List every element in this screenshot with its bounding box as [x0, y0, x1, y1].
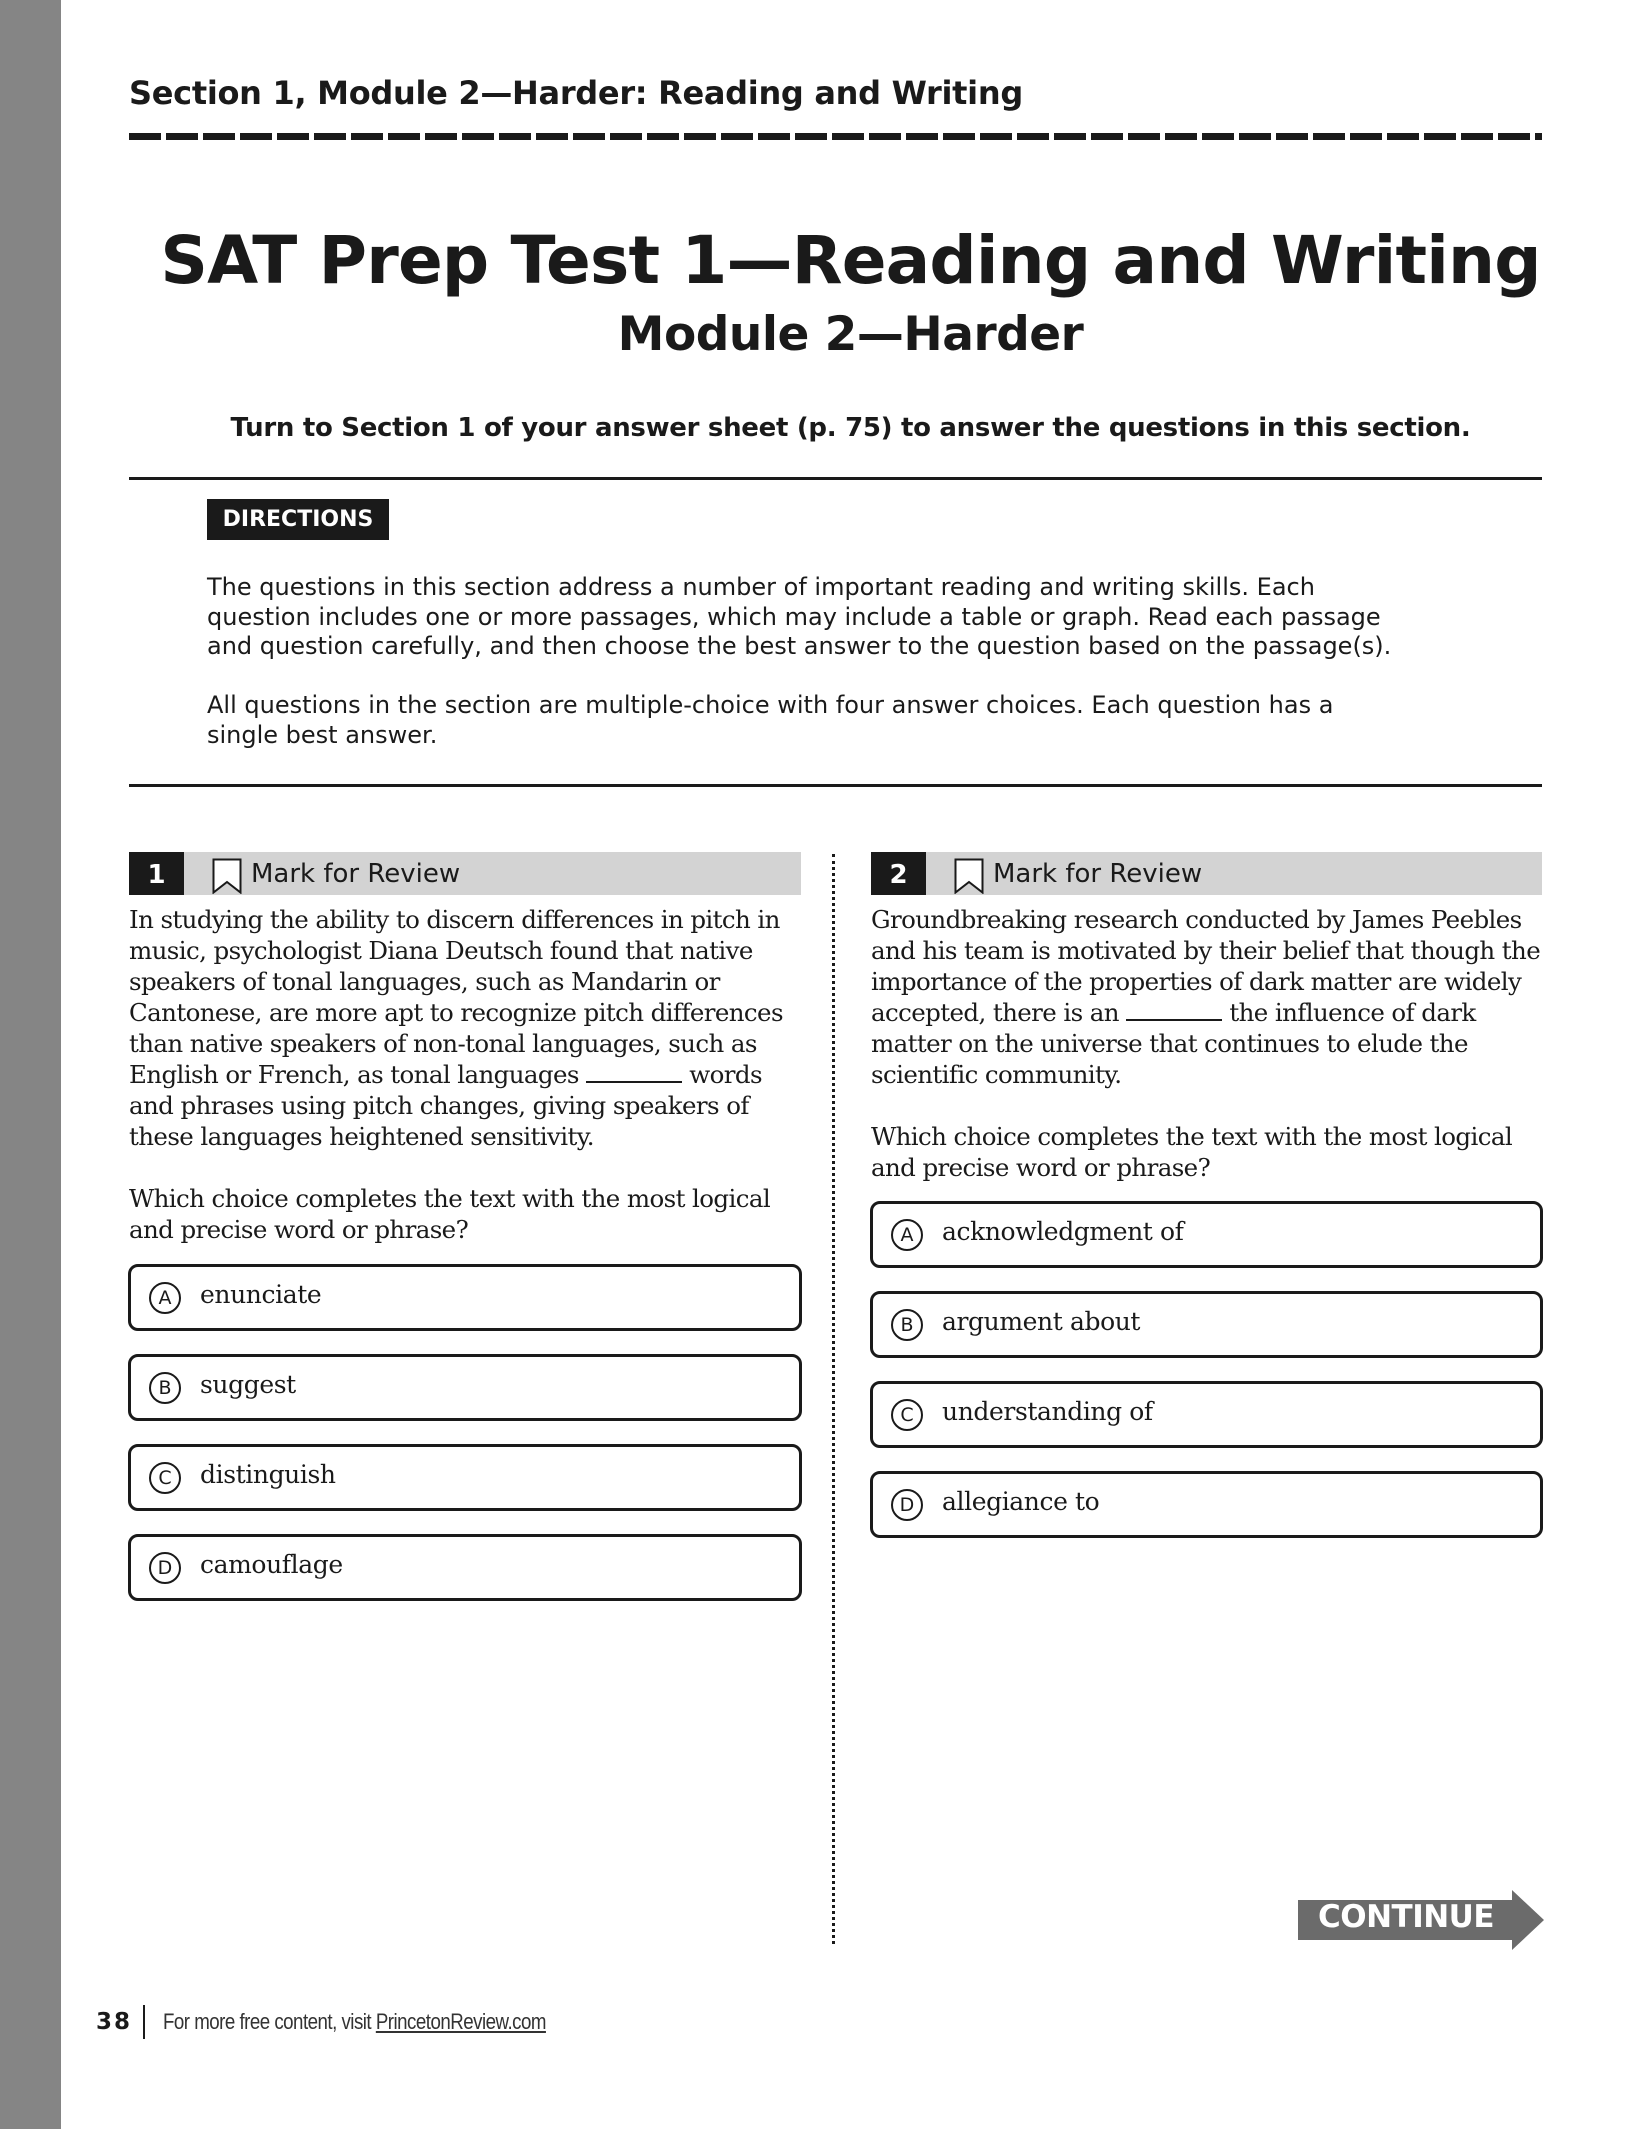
question-number: 1	[129, 852, 184, 895]
divider	[129, 784, 1542, 787]
question-prompt: Which choice completes the text with the most logical and precise word or phrase?	[871, 1122, 1513, 1182]
footer-text	[163, 2009, 546, 2035]
question-passage	[129, 904, 809, 1152]
answer-choice-c[interactable]	[870, 1381, 1543, 1448]
choice-text: suggest	[200, 1370, 296, 1399]
choice-text: allegiance to	[942, 1487, 1100, 1516]
choice-letter: D	[891, 1489, 923, 1521]
page-subtitle: Module 2—Harder	[617, 307, 1084, 362]
footer-separator	[143, 2005, 145, 2039]
choice-text: camouflage	[200, 1550, 343, 1579]
divider	[129, 477, 1542, 480]
page-title: SAT Prep Test 1—Reading and Writing	[160, 222, 1541, 299]
page-number: 38	[96, 2009, 133, 2035]
instruction-text: Turn to Section 1 of your answer sheet (p. 75) to answer the questions in this section.	[230, 413, 1471, 443]
answer-choice-c[interactable]	[128, 1444, 802, 1511]
continue-arrow	[1298, 1890, 1544, 1950]
choice-letter: C	[149, 1462, 181, 1494]
choice-text: acknowledgment of	[942, 1217, 1184, 1246]
question-header	[871, 852, 1542, 895]
blank	[586, 1061, 682, 1083]
passage-text: words and phrases using pitch changes, giving speakers of these languages heightened sensitivity.	[129, 1060, 762, 1151]
choice-letter: A	[891, 1219, 923, 1251]
dashed-divider	[129, 133, 1542, 140]
directions-paragraph: All questions in the section are multiple-choice with four answer choices. Each question has a single best answer.	[207, 691, 1334, 749]
answer-choice-b[interactable]	[128, 1354, 802, 1421]
page-edge-bar	[0, 0, 61, 2129]
choice-letter: B	[891, 1309, 923, 1341]
bookmark-icon[interactable]	[954, 858, 984, 894]
question-prompt: Which choice completes the text with the most logical and precise word or phrase?	[129, 1184, 771, 1244]
directions-paragraph: The questions in this section address a number of important reading and writing skills. Each question includes one or more passages, which may include a table or graph. Read each passage and question carefully, and then choose the best answer to the question based on the passage(s).	[207, 573, 1392, 660]
passage-text: In studying the ability to discern differences in pitch in music, psychologist Diana Deutsch found that native speakers of tonal languages, such as Mandarin or Cantonese, are more apt to recognize pitch differences than native speakers of non-tonal languages, such as English or French, as tonal languages	[129, 905, 783, 1089]
footer-label: For more free content, visit	[163, 2009, 376, 2034]
directions-badge: DIRECTIONS	[207, 499, 389, 540]
choice-text: enunciate	[200, 1280, 322, 1309]
bookmark-icon[interactable]	[212, 858, 242, 894]
question-header	[129, 852, 801, 895]
choice-text: distinguish	[200, 1460, 336, 1489]
answer-choice-b[interactable]	[870, 1291, 1543, 1358]
footer-link[interactable]: PrincetonReview.com	[375, 2009, 546, 2034]
choice-text: argument about	[942, 1307, 1141, 1336]
answer-choice-a[interactable]	[128, 1264, 802, 1331]
mark-for-review-label[interactable]: Mark for Review	[251, 859, 461, 889]
choice-letter: C	[891, 1399, 923, 1431]
continue-label: CONTINUE	[1318, 1899, 1495, 1935]
choice-letter: B	[149, 1372, 181, 1404]
choice-letter: D	[149, 1552, 181, 1584]
question-number: 2	[871, 852, 926, 895]
answer-choice-d[interactable]	[870, 1471, 1543, 1538]
running-head: Section 1, Module 2—Harder: Reading and Writing	[129, 74, 1023, 112]
answer-choice-d[interactable]	[128, 1534, 802, 1601]
choice-text: understanding of	[942, 1397, 1153, 1426]
choice-letter: A	[149, 1282, 181, 1314]
question-passage	[871, 904, 1551, 1090]
blank	[1126, 999, 1222, 1021]
passage-text: Groundbreaking research conducted by James Peebles and his team is motivated by their belief that though the importance of the properties of dark matter are widely accepted, there is an	[871, 905, 1541, 1027]
passage-text: the influence of dark matter on the universe that continues to elude the scientific community.	[871, 998, 1476, 1089]
mark-for-review-label[interactable]: Mark for Review	[993, 859, 1203, 889]
column-divider	[832, 854, 835, 1944]
answer-choice-a[interactable]	[870, 1201, 1543, 1268]
